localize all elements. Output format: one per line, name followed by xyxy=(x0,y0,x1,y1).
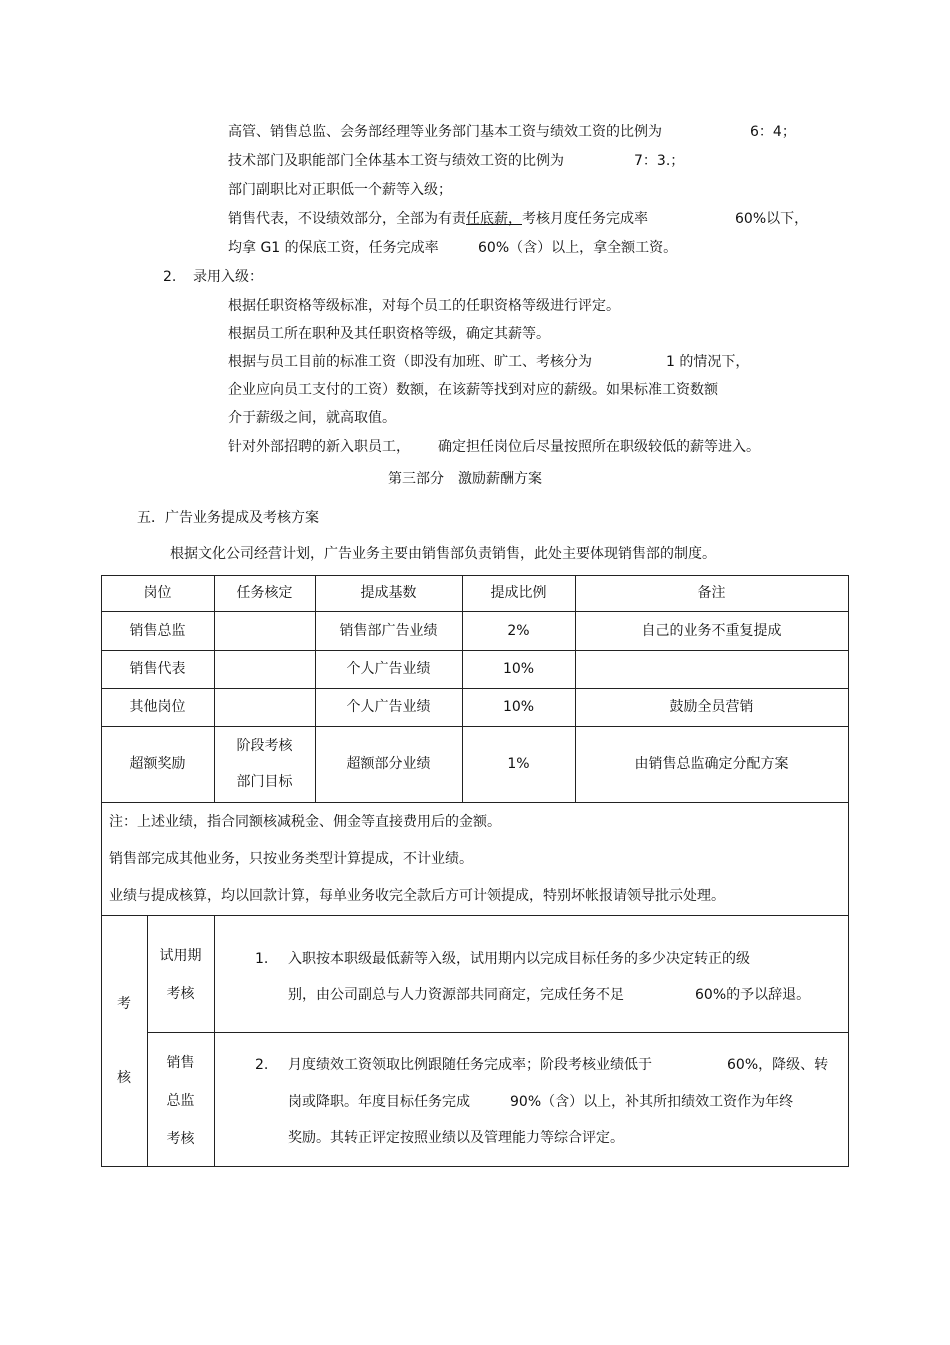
table-border xyxy=(147,1032,849,1033)
table-border xyxy=(214,915,215,1166)
director-label: 销售 xyxy=(166,1055,195,1071)
trial-text: 入职按本职级最低薪等入级，试用期内以完成目标任务的多少决定转正的级 xyxy=(288,951,750,967)
director-text: 90%（含）以上，补其所扣绩效工资作为年终 xyxy=(510,1094,794,1110)
table-cell: 部门目标 xyxy=(236,774,293,790)
table-cell: 阶段考核 xyxy=(236,738,293,754)
director-label: 总监 xyxy=(166,1093,195,1109)
column-header: 岗位 xyxy=(143,585,172,601)
table-cell: 自己的业务不重复提成 xyxy=(641,623,782,639)
table-border xyxy=(101,1166,849,1167)
paragraph-line: 高管、销售总监、会务部经理等业务部门基本工资与绩效工资的比例为 xyxy=(228,124,662,140)
table-note: 销售部完成其他业务，只按业务类型计算提成，不计业绩。 xyxy=(109,851,473,867)
paragraph-line: 60%（含）以上，拿全额工资。 xyxy=(478,240,678,256)
table-cell: 销售部广告业绩 xyxy=(339,623,438,639)
director-text: 岗或降职。年度目标任务完成 xyxy=(288,1094,470,1110)
list-number: 2. xyxy=(255,1057,269,1073)
column-header: 提成比例 xyxy=(490,585,547,601)
table-cell: 由销售总监确定分配方案 xyxy=(634,756,789,772)
section-title: 五．广告业务提成及考核方案 xyxy=(137,510,319,526)
ratio-text: 6：4； xyxy=(750,124,796,140)
table-note: 业绩与提成核算，均以回款计算，每单业务收完全款后方可计领提成，特别坏帐报请领导批示处理。 xyxy=(109,888,725,904)
trial-text: 别，由公司副总与人力资源部共同商定，完成任务不足 xyxy=(288,987,624,1003)
table-cell: 10% xyxy=(502,661,535,677)
part-title: 第三部分 激励薪酬方案 xyxy=(388,471,542,487)
paragraph-line: 技术部门及职能部门全体基本工资与绩效工资的比例为 xyxy=(228,153,564,169)
column-header: 任务核定 xyxy=(236,585,293,601)
paragraph-line: 部门副职比对正职低一个薪等入级； xyxy=(228,182,452,198)
table-border xyxy=(214,575,215,802)
list-number: 1. xyxy=(255,951,269,967)
paragraph-line: 确定担任岗位后尽量按照所在职级较低的薪等进入。 xyxy=(438,439,760,455)
table-border xyxy=(101,802,849,803)
column-header: 提成基数 xyxy=(360,585,417,601)
paragraph-line: 根据任职资格等级标准，对每个员工的任职资格等级进行评定。 xyxy=(228,298,620,314)
director-label: 考核 xyxy=(166,1131,195,1147)
kaohe-label: 核 xyxy=(117,1070,131,1086)
table-cell: 超额奖励 xyxy=(129,756,186,772)
list-number: 2. xyxy=(163,269,177,285)
column-header: 备注 xyxy=(697,585,726,601)
table-cell: 超额部分业绩 xyxy=(346,756,431,772)
table-cell: 其他岗位 xyxy=(129,699,186,715)
paragraph-line: 介于薪级之间，就高取值。 xyxy=(228,410,396,426)
paragraph-line: 企业应向员工支付的工资）数额，在该薪等找到对应的薪级。如果标准工资数额 xyxy=(228,382,718,398)
commission-table xyxy=(101,575,849,1167)
table-cell: 10% xyxy=(502,699,535,715)
paragraph-line: 根据与员工目前的标准工资（即没有加班、旷工、考核分为 xyxy=(228,354,592,370)
table-cell: 1% xyxy=(507,756,530,772)
paragraph-line xyxy=(228,210,648,228)
kaohe-label: 考 xyxy=(117,996,131,1012)
section-intro: 根据文化公司经营计划，广告业务主要由销售部负责销售，此处主要体现销售部的制度。 xyxy=(170,546,716,562)
underlined-text: 任底薪， xyxy=(466,211,522,227)
director-text: 奖励。其转正评定按照业绩以及管理能力等综合评定。 xyxy=(288,1130,624,1146)
paragraph-line: 均拿 G1 的保底工资，任务完成率 xyxy=(228,240,439,256)
table-cell: 个人广告业绩 xyxy=(346,699,431,715)
percent-text: 60%以下， xyxy=(735,211,809,227)
director-text: 月度绩效工资领取比例跟随任务完成率；阶段考核业绩低于 xyxy=(288,1057,652,1073)
director-text: 60%，降级、转 xyxy=(727,1057,829,1073)
table-border xyxy=(848,575,849,1167)
section-title: 录用入级： xyxy=(193,269,263,285)
paragraph-line: 根据员工所在职种及其任职资格等级，确定其薪等。 xyxy=(228,326,550,342)
paragraph-line: 1 的情况下， xyxy=(666,354,750,370)
table-cell: 销售代表 xyxy=(129,661,186,677)
trial-text: 60%的予以辞退。 xyxy=(695,987,811,1003)
table-cell: 个人广告业绩 xyxy=(346,661,431,677)
table-note: 注：上述业绩，指合同额核减税金、佣金等直接费用后的金额。 xyxy=(109,814,501,830)
trial-label: 试用期 xyxy=(159,948,202,964)
table-cell: 鼓励全员营销 xyxy=(669,699,754,715)
ratio-text: 7：3.； xyxy=(634,153,685,169)
trial-label: 考核 xyxy=(166,986,195,1002)
paragraph-line: 针对外部招聘的新入职员工， xyxy=(228,439,410,455)
text-segment: 销售代表，不设绩效部分，全部为有责 xyxy=(228,211,466,227)
table-cell: 销售总监 xyxy=(129,623,186,639)
text-segment: 考核月度任务完成率 xyxy=(522,211,648,227)
table-cell: 2% xyxy=(507,623,530,639)
